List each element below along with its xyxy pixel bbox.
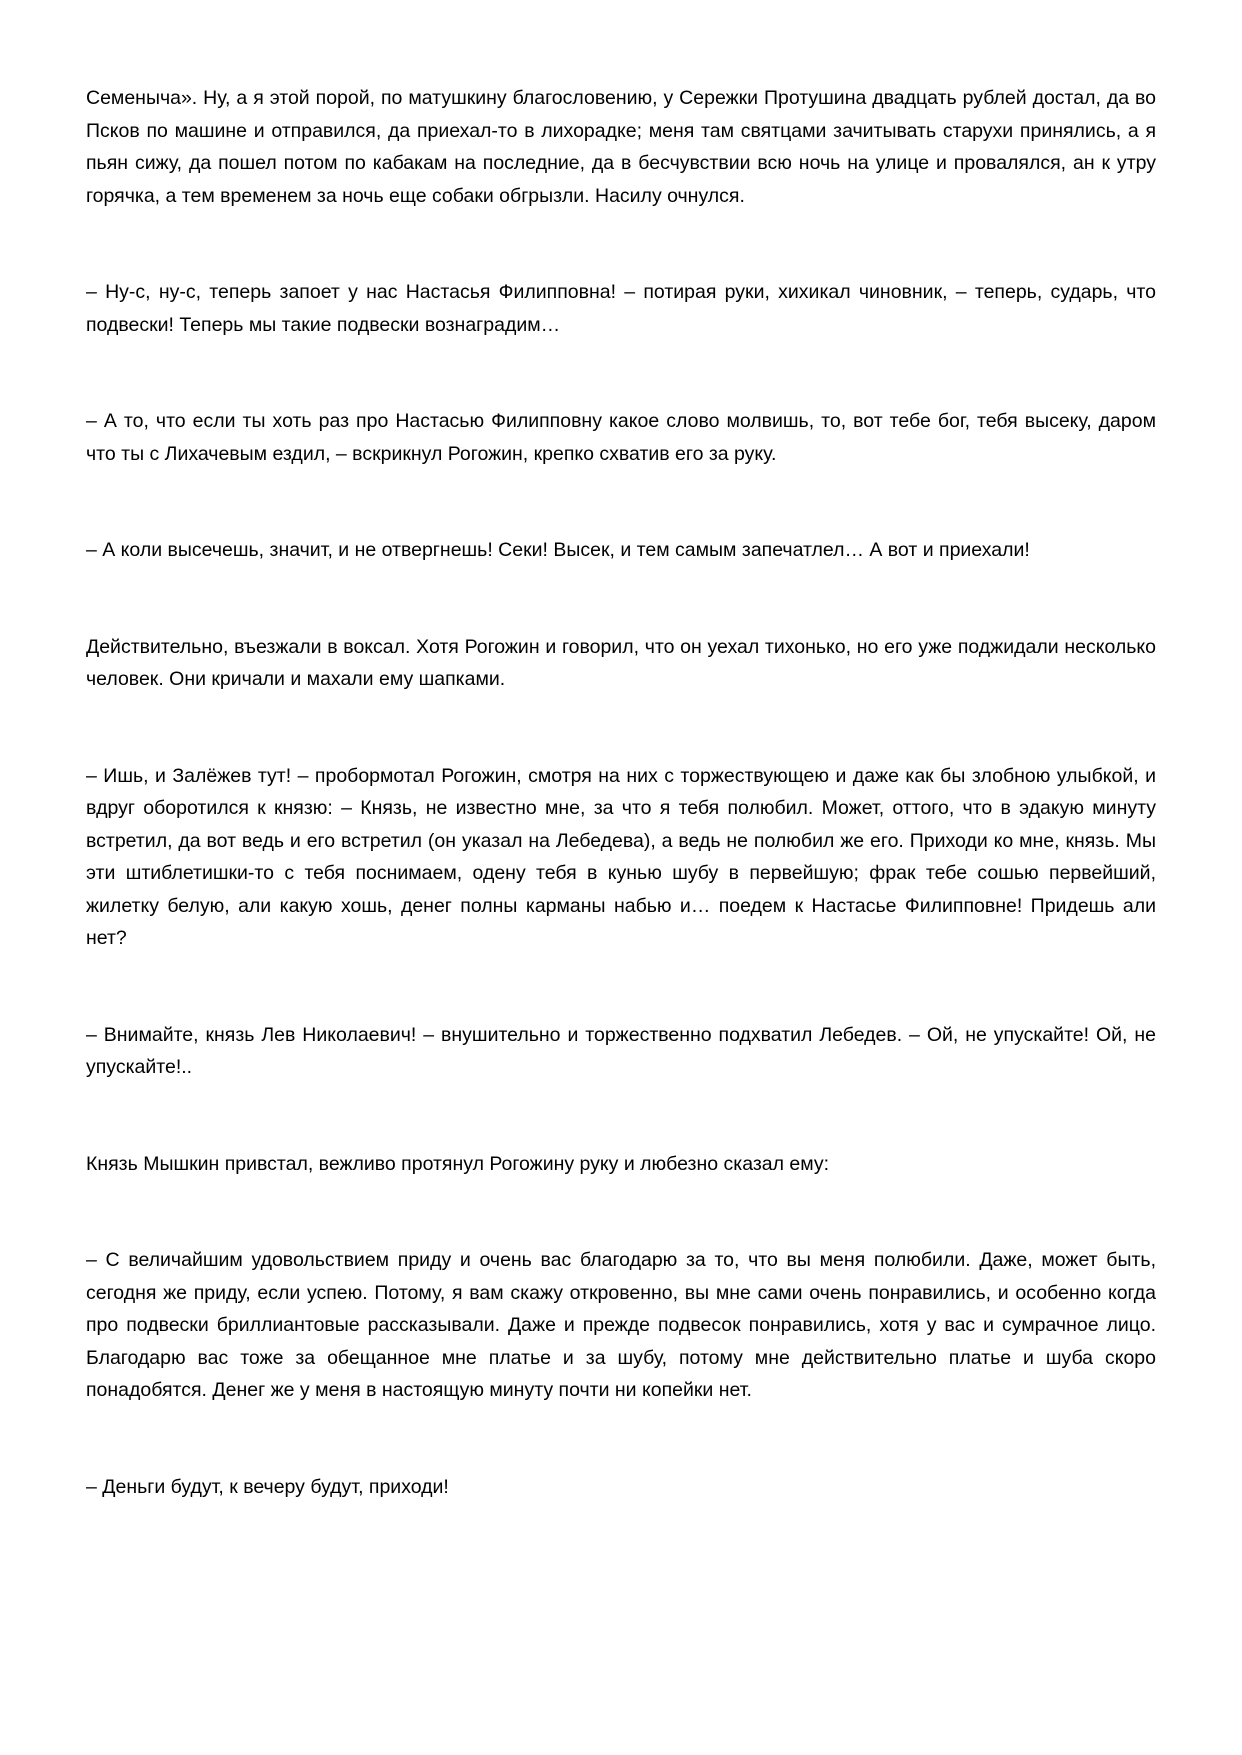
- paragraph-5: Действительно, въезжали в воксал. Хотя Рогожин и говорил, что он уехал тихонько, но его уже поджидали несколько человек. Они кричали и махали ему шапками.: [86, 635, 1156, 690]
- paragraph-1: Семеныча». Ну, а я этой порой, по матушкину благословению, у Сережки Протушина двадцать рублей достал, да во Псков по машине и отправился, да приехал-то в лихорадке; меня там святцами зачитывать старухи принялись, а я пьян сижу, да пошел потом по кабакам на последние, да в бесчувствии всю ночь на улице и провалялся, ан к утру горячка, а тем временем за ночь еще собаки обгрызли. Насилу очнулся.: [86, 87, 1156, 207]
- paragraph-9: – С величайшим удовольствием приду и очень вас благодарю за то, что вы меня полюбили. Даже, может быть, сегодня же приду, если успею. Потому, я вам скажу откровенно, вы мне сами очень понравились, и особенно когда про подвески бриллиантовые рассказывали. Даже и прежде подвесок понравились, хотя у вас и сумрачное лицо. Благодарю вас тоже за обещанное мне платье и за шубу, потому мне действительно платье и шуба скоро понадобятся. Денег же у меня в настоящую минуту почти ни копейки нет.: [86, 1249, 1156, 1401]
- paragraph-2: – Ну-с, ну-с, теперь запоет у нас Настасья Филипповна! – потирая руки, хихикал чиновник, – теперь, сударь, что подвески! Теперь мы такие подвески вознаградим…: [86, 281, 1156, 336]
- paragraph-6: – Ишь, и Залёжев тут! – пробормотал Рогожин, смотря на них с торжествующею и даже как бы злобною улыбкой, и вдруг оборотился к князю: – Князь, не известно мне, за что я тебя полюбил. Может, оттого, что в эдакую минуту встретил, да вот ведь и его встретил (он указал на Лебедева), а ведь не полюбил же его. Приходи ко мне, князь. Мы эти штиблетишки-то с тебя поснимаем, одену тебя в кунью шубу в первейшую; фрак тебе сошью первейший, жилетку белую, али какую хошь, денег полны карманы набью и… поедем к Настасье Филипповне! Придешь али нет?: [86, 764, 1156, 949]
- paragraph-10: – Деньги будут, к вечеру будут, приходи!: [86, 1475, 449, 1498]
- paragraph-3: – А то, что если ты хоть раз про Настасью Филипповну какое слово молвишь, то, вот тебе бог, тебя высеку, даром что ты с Лихачевым ездил, – вскрикнул Рогожин, крепко схватив его за руку.: [86, 410, 1156, 465]
- paragraph-4: – А коли высечешь, значит, и не отвергнешь! Секи! Высек, и тем самым запечатлел… А вот и приехали!: [86, 539, 1030, 561]
- paragraph-8: Князь Мышкин привстал, вежливо протянул Рогожину руку и любезно сказал ему:: [86, 1152, 830, 1175]
- paragraph-7: – Внимайте, князь Лев Николаевич! – внушительно и торжественно подхватил Лебедев. – Ой, не упускайте! Ой, не упускайте!..: [86, 1023, 1156, 1078]
